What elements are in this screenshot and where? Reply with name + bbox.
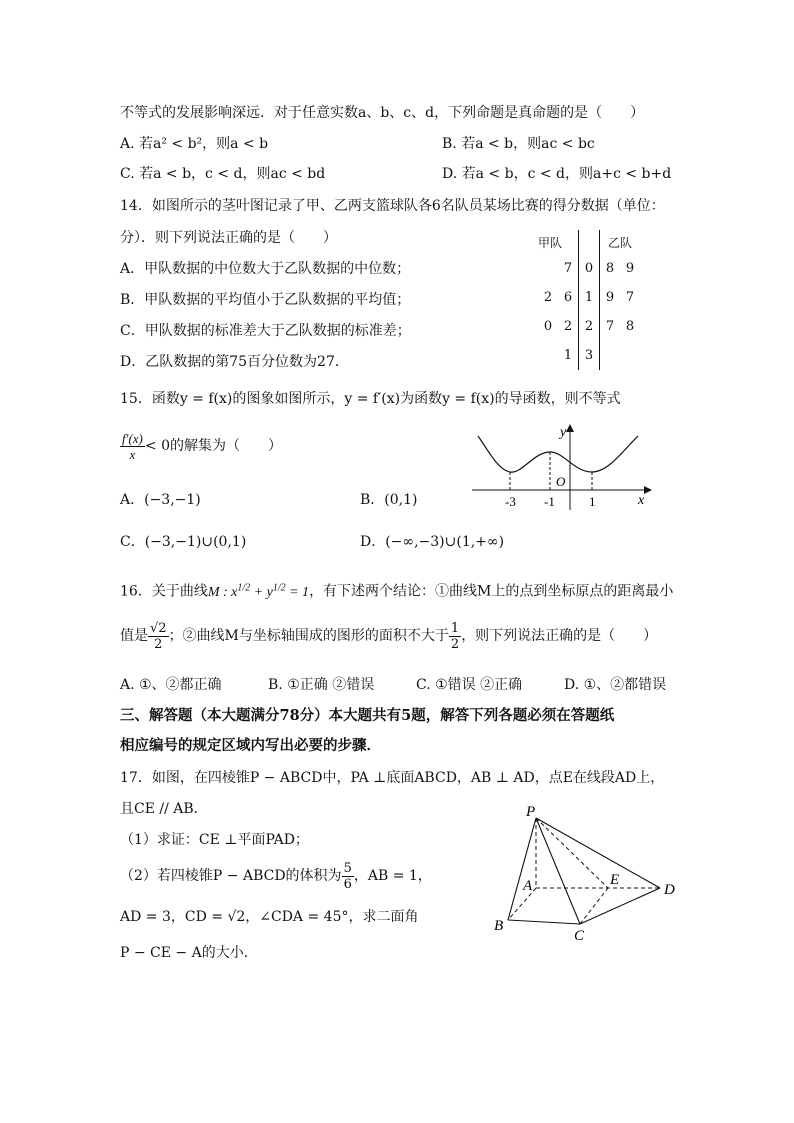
q15-inequality [120, 428, 282, 464]
q15-option-a: A．(−3,−1) [120, 492, 201, 508]
stem-leaf-row: 2 6 1 9 7 [538, 283, 640, 312]
q16-curve-equation: M : $x^{1/2} + y^{1/2} = 1$ [207, 582, 310, 600]
q16-stem-line2: 值是 $\frac{√2}{2}$ ；②曲线M与坐标轴围成的图形的面积不大于 $\frac{1}{2}$ ，则下列说法正确的是（ ） [120, 620, 658, 652]
x-axis-arrow-icon [644, 486, 652, 494]
section-heading-line2: 相应编号的规定区域内写出必要的步骤． [120, 737, 381, 754]
vertex-label-A: A [523, 878, 533, 894]
q17-part2-line2: AD = 3，CD = √2，∠CDA = 45°，求二面角 [120, 909, 419, 925]
edge-PD [536, 818, 660, 888]
q13-option-b: B. 若a < b，则ac < bc [442, 136, 595, 152]
vertex-label-C: C [574, 928, 585, 942]
tick-label: -1 [544, 494, 555, 509]
volume-fraction: $\frac{5}{6}$ [343, 860, 352, 892]
origin-label: O [556, 474, 566, 489]
q14-option-d: D．乙队数据的第75百分位数为27． [120, 354, 349, 370]
q16-option-c: C. ①错误 ②正确 [416, 677, 523, 693]
stem-leaf-table [538, 230, 640, 370]
q16-option-b: B. ①正确 ②错误 [268, 677, 375, 693]
stem-leaf-row: 1 3 [538, 341, 640, 370]
q15-fraction-numerator: f′(x) [122, 430, 143, 446]
vertex-label-E: E [610, 872, 620, 888]
stem-leaf-left-header: 甲队 [538, 235, 563, 250]
q17-stem-line1: 17．如图，在四棱锥P − ABCD中，PA ⊥底面ABCD，AB ⊥ AD，点E在线段AD上， [120, 770, 665, 786]
function-curve [478, 436, 638, 472]
q15-option-d: D．(−∞,−3)∪(1,+∞) [360, 534, 505, 550]
one-half-fraction: $\frac{1}{2}$ [450, 620, 460, 652]
function-graph [460, 418, 660, 518]
pyramid-figure [488, 802, 688, 942]
q15-fraction [120, 431, 145, 462]
q15-option-c: C．(−3,−1)∪(0,1) [120, 534, 247, 550]
q14-stem-line2: 分）．则下列说法正确的是（ ） [120, 230, 337, 246]
q13-option-d: D. 若a < b，c < d，则a+c < b+d [442, 166, 672, 182]
q17-part2-line3: P − CE − A的大小． [120, 945, 258, 961]
q16-prefix: 16．关于曲线 [120, 583, 208, 600]
stem-leaf-row: 7 0 8 9 [538, 254, 640, 283]
q14-option-b: B．甲队数据的平均值小于乙队数据的平均值； [120, 292, 411, 308]
x-axis-label: x [638, 493, 645, 508]
tick-label: 1 [589, 494, 596, 509]
vertex-label-D: D [664, 882, 675, 898]
q17-part2: （2）若四棱锥P − ABCD的体积为 $\frac{5}{6}$ ，AB = 1， [120, 860, 432, 892]
edge-BC [508, 920, 580, 924]
sqrt2-over-2-fraction: $\frac{√2}{2}$ [150, 620, 167, 652]
q15-fraction-denominator: x [129, 446, 136, 462]
q14-option-c: C．甲队数据的标准差大于乙队数据的标准差； [120, 323, 411, 339]
stem-leaf-right-header: 乙队 [607, 235, 632, 250]
q13-option-a: A. 若a² < b²，则a < b [120, 136, 269, 152]
q17-part1: （1）求证：CE ⊥平面PAD； [120, 832, 309, 848]
q13-option-c: C. 若a < b，c < d，则ac < bd [120, 166, 326, 182]
q15-stem-line2: < 0的解集为（ ） [144, 438, 282, 454]
q14-stem-line1: 14．如图所示的茎叶图记录了甲、乙两支篮球队各6名队员某场比赛的得分数据（单位： [120, 198, 665, 214]
stem-leaf-row: 0 2 2 7 8 [538, 312, 640, 341]
q16-option-a: A. ①、②都正确 [120, 677, 222, 693]
q14-option-a: A．甲队数据的中位数大于乙队数据的中位数； [120, 261, 411, 277]
q16-option-d: D. ①、②都错误 [564, 677, 667, 693]
edge-CE [580, 888, 608, 924]
y-axis-label: y [560, 425, 567, 440]
q16-stem-line1 [120, 570, 673, 611]
q15-stem-line1: 15．函数y = f(x)的图象如图所示，y = f′(x)为函数y = f(x)的导函数，则不等式 [120, 391, 621, 407]
y-axis-arrow-icon [566, 424, 574, 432]
q15-option-b: B．(0,1) [360, 492, 418, 508]
section-heading-line1: 三、解答题（本大题满分78分）本大题共有5题，解答下列各题必须在答题纸 [120, 707, 615, 724]
tick-label: -3 [505, 494, 516, 509]
edge-PC [536, 818, 580, 924]
q13-stem: 不等式的发展影响深远．对于任意实数a、b、c、d，下列命题是真命题的是（ ） [120, 105, 645, 121]
vertex-label-B: B [494, 918, 504, 934]
q16-suffix: ，有下述两个结论：①曲线M上的点到坐标原点的距离最小 [309, 583, 674, 600]
q17-stem-line2: 且CE // AB． [120, 801, 208, 817]
edge-CD [580, 888, 660, 924]
vertex-label-P: P [526, 804, 536, 820]
